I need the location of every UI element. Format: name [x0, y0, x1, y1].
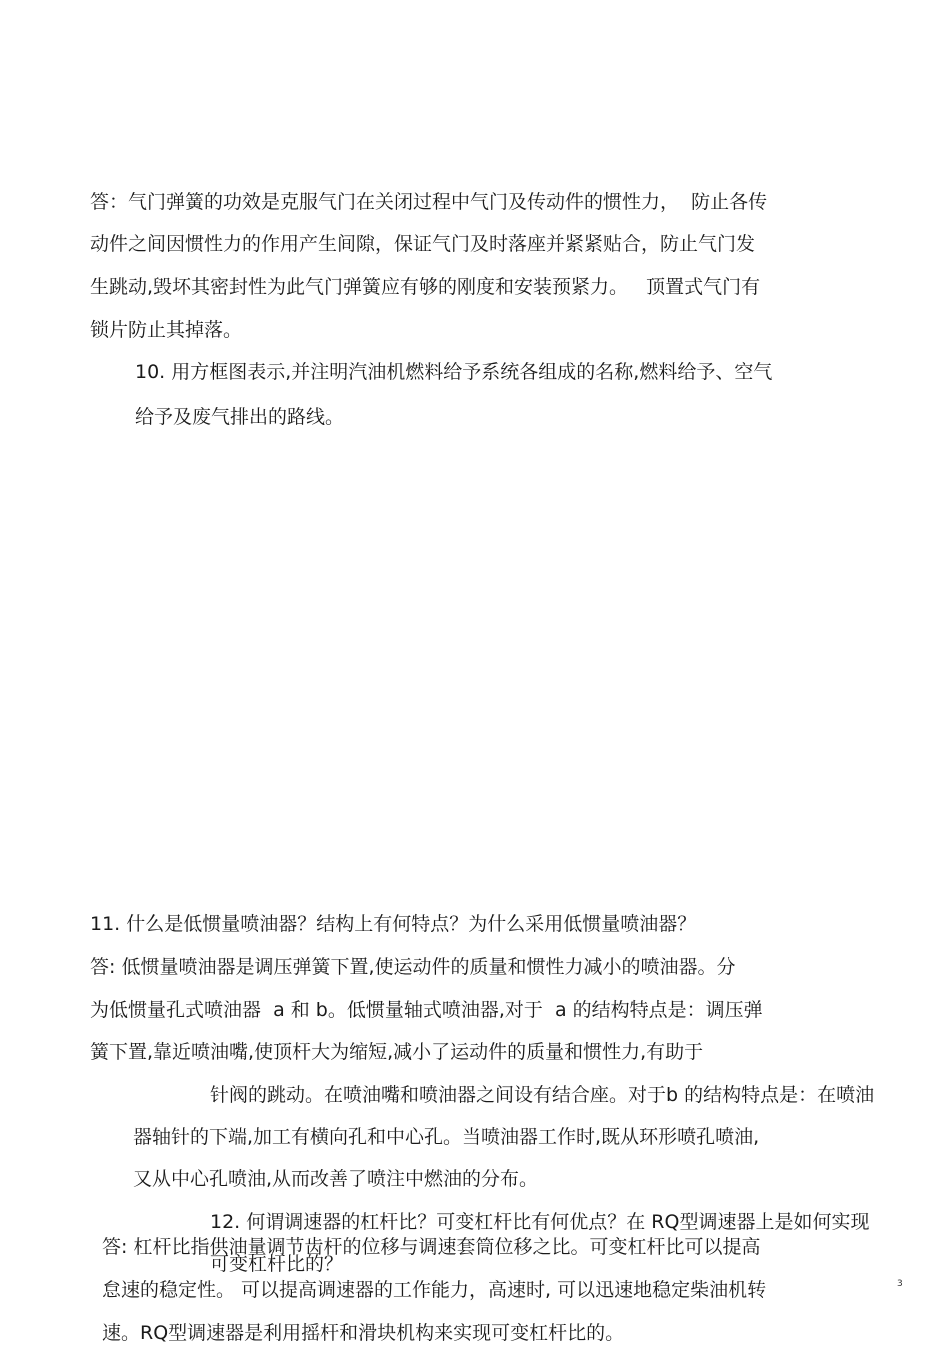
answer-9-line-2: 动件之间因惯性力的作用产生间隙，保证气门及时落座并紧紧贴合，防止气门发	[90, 233, 756, 255]
question-11-answer-line-1: 答: 低惯量喷油器是调压弹簧下置,使运动件的质量和惯性力减小的喷油器。分	[90, 956, 736, 978]
answer-9-line-3: 生跳动,毁坏其密封性为此气门弹簧应有够的刚度和安装预紧力。 顶置式气门有	[90, 276, 761, 298]
question-12-title-line-1: 12. 何谓调速器的杠杆比？可变杠杆比有何优点？在 RQ型调速器上是如何实现	[210, 1211, 870, 1233]
question-11-answer-line-4: 针阀的跳动。在喷油嘴和喷油器之间设有结合座。对于b 的结构特点是：在喷油	[210, 1084, 875, 1106]
answer-9-line-4: 锁片防止其掉落。	[90, 319, 243, 341]
question-11-answer-line-2: 为低惯量孔式喷油器 a 和 b。低惯量轴式喷油器,对于 a 的结构特点是：调压弹	[90, 999, 763, 1021]
question-11-answer-line-3: 簧下置,靠近喷油嘴,使顶杆大为缩短,减小了运动件的质量和惯性力,有助于	[90, 1041, 704, 1063]
answer-9-line-1: 答：气门弹簧的功效是克服气门在关闭过程中气门及传动件的惯性力， 防止各传	[90, 191, 768, 213]
page-number: 3	[897, 1279, 903, 1289]
question-12-title-line-2: 可变杠杆比的？	[210, 1253, 344, 1275]
question-11-title: 11. 什么是低惯量喷油器？结构上有何特点？为什么采用低惯量喷油器？	[90, 913, 697, 935]
question-11-answer-line-6: 又从中心孔喷油,从而改善了喷注中燃油的分布。	[133, 1168, 539, 1190]
question-10-line-2: 给予及废气排出的路线。	[135, 406, 345, 428]
question-10-line-1: 10. 用方框图表示,并注明汽油机燃料给予系统各组成的名称,燃料给予、空气	[135, 361, 773, 383]
question-12-answer-line-2: 怠速的稳定性。 可以提高调速器的工作能力，高速时, 可以迅速地稳定柴油机转	[102, 1279, 767, 1301]
question-12-answer-line-1: 答: 杠杆比指供油量调节齿杆的位移与调速套筒位移之比。可变杠杆比可以提高	[102, 1236, 761, 1258]
question-12-answer-line-3: 速。RQ型调速器是利用摇杆和滑块机构来实现可变杠杆比的。	[102, 1322, 625, 1344]
question-11-answer-line-5: 器轴针的下端,加工有横向孔和中心孔。当喷油器工作时,既从环形喷孔喷油,	[133, 1126, 760, 1148]
